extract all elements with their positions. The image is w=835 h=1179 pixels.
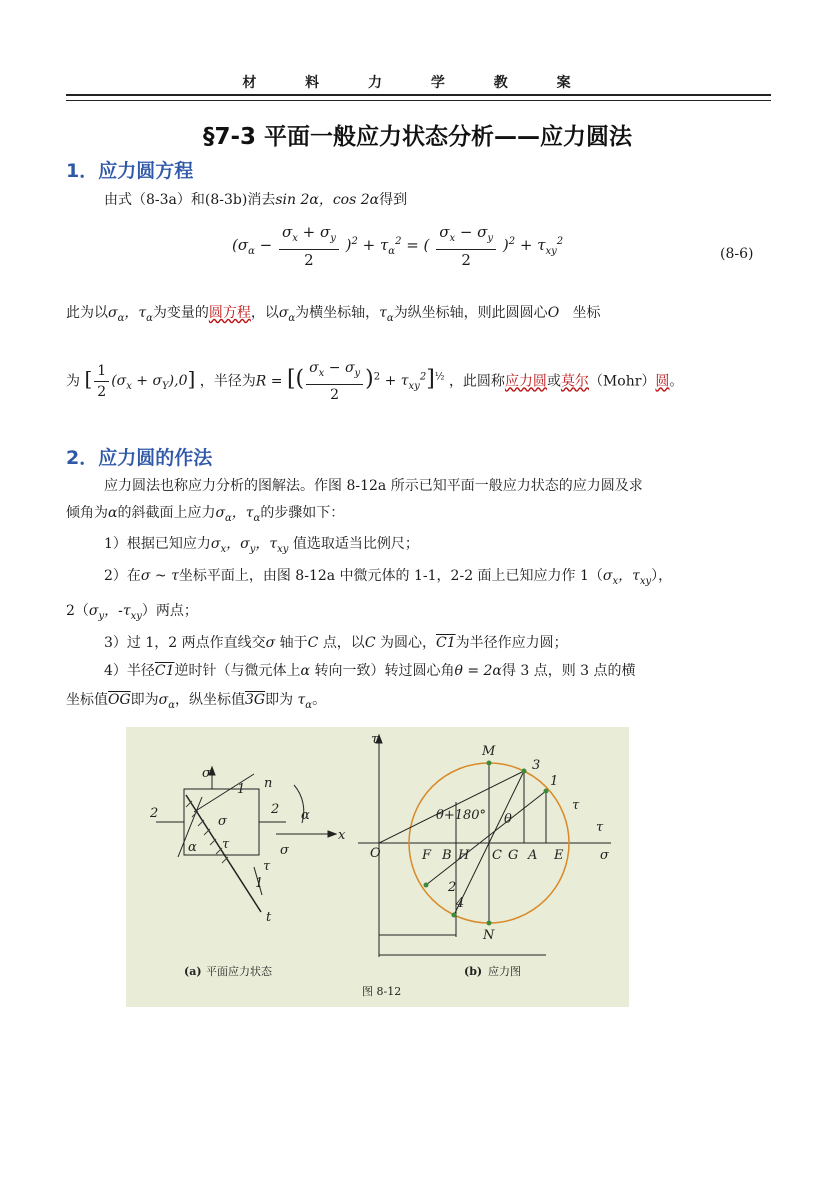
svg-text:1: 1 (550, 774, 559, 789)
p2-text-b: ，半径为 (199, 373, 256, 390)
stress-element-diagram (156, 767, 336, 912)
step2-a: 2）在 (104, 568, 141, 584)
p2-mohr-latin: （Mohr） (588, 373, 656, 390)
p2-text-c: ，此圆称 (448, 373, 505, 390)
step3-e: 为半径作应力圆； (455, 635, 568, 651)
section2-line1: 应力圆法也称应力分析的图解法。作图 8-12a 所示已知平面一般应力状态的应力圆及求 (104, 478, 643, 494)
step2-d: 2（ (66, 603, 89, 619)
header-rule-thick (66, 94, 771, 96)
term-mohr: 莫尔 (560, 373, 589, 390)
step2-e: ）两点； (141, 603, 198, 619)
svg-text:2: 2 (271, 802, 280, 817)
step4-c: 转向一致）转过圆心角 (314, 663, 455, 679)
line2-c: 的步骤如下： (260, 505, 345, 521)
svg-text:应力图: 应力图 (488, 965, 521, 978)
term-circle-equation: 圆方程 (208, 305, 251, 321)
svg-text:θ: θ (504, 812, 512, 827)
svg-text:σ: σ (218, 814, 227, 829)
p1-text-c: ，以 (250, 305, 279, 321)
p1-text-e: 为纵坐标轴，则此圆圆心 (393, 305, 548, 321)
figure-8-12 (126, 727, 629, 1007)
step4-b: 逆时针（与微元体上 (174, 663, 301, 679)
svg-text:B: B (442, 848, 452, 863)
svg-text:平面应力状态: 平面应力状态 (206, 965, 272, 978)
svg-text:1: 1 (255, 876, 264, 891)
svg-text:1: 1 (237, 782, 246, 797)
intro-trig: sin 2α，cos 2α (275, 192, 380, 208)
svg-text:σ: σ (202, 766, 211, 781)
line2-b: 的斜截面上应力 (117, 505, 216, 521)
step5-b: 即为 (130, 692, 159, 708)
step-4-cont: 坐标值$\overline{OG}$即为$\sigma_\alpha$，纵坐标值3G即为 $\tau_\alpha$。 (66, 692, 327, 711)
section-heading-1: 1．应力圆方程 (66, 160, 194, 182)
svg-text:n: n (264, 776, 273, 791)
line2-a: 倾角为 (66, 505, 108, 521)
equation-8-6: ($\sigma_\alpha$ − $\frac{\sigma_x + \sigma_y}{2}$ )$^2 + \tau_\alpha^2$ = ( $\frac{\sigma_x - \sigma_y}{2}$ )$^2 + \tau_{xy}^2$ (232, 223, 564, 269)
term-stress-circle: 应力圆 (504, 373, 547, 390)
step5-c: ，纵坐标值 (175, 692, 245, 708)
step2-c: ）， (651, 568, 673, 584)
section1-intro (104, 190, 407, 210)
svg-text:t: t (266, 910, 272, 925)
svg-text:α: α (188, 840, 197, 855)
step3-c: 点，以 (322, 635, 365, 651)
intro-text-a: 由式（8-3a）和(8-3b)消去 (104, 192, 276, 208)
p1-text-a: 此为以 (66, 305, 108, 321)
svg-text:α: α (301, 808, 310, 823)
step3-b: 轴于 (279, 635, 308, 651)
mohr-axes (358, 735, 611, 957)
svg-text:G: G (508, 848, 519, 863)
figure-diagram (126, 727, 629, 1007)
step-2: 2）在σ ~ τ坐标平面上，由图 8-12a 中微元体的 1-1，2-2 面上已知应力作 $1(\sigma_x$，$\tau_{xy}$）， (104, 568, 673, 587)
svg-text:τ: τ (222, 837, 230, 852)
svg-text:2: 2 (448, 880, 457, 895)
equation-number: (8-6) (720, 246, 754, 262)
step4-a: 4）半径 (104, 663, 155, 679)
svg-text:(b): (b) (464, 965, 483, 978)
svg-text:4: 4 (456, 896, 465, 911)
svg-text:图 8-12: 图 8-12 (362, 985, 402, 998)
term-circle: 圆 (655, 373, 670, 390)
svg-text:θ+180°: θ+180° (436, 808, 487, 823)
step5-a: 坐标值 (66, 692, 108, 708)
svg-text:A: A (528, 848, 538, 863)
p2-text-or: 或 (546, 373, 561, 390)
step3-a: 3）过 1，2 两点作直线交 (104, 635, 266, 651)
svg-text:σ: σ (600, 848, 609, 863)
svg-text:τ: τ (371, 732, 379, 747)
p2-end: 。 (669, 373, 684, 390)
step2-b: 坐标平面上，由图 8-12a 中微元体的 1-1，2-2 面上已知应力作 1（ (178, 568, 603, 584)
step-4: 4）半径C1逆时针（与微元体上α 转向一致）转过圆心角θ = 2α得 3 点，则 3 点的横 (104, 663, 636, 679)
svg-text:F: F (422, 848, 432, 863)
step3-d: 为圆心， (379, 635, 436, 651)
stress-element-labels (149, 766, 346, 925)
p1-text-d: 为横坐标轴， (295, 305, 380, 321)
p2-text-a: 为 (66, 373, 80, 390)
page-title: §7-3 平面一般应力状态分析——应力圆法 (202, 124, 633, 150)
step1-b: 值选取适当比例尺； (292, 536, 419, 552)
svg-text:M: M (482, 744, 496, 759)
svg-text:3: 3 (532, 758, 541, 773)
p1-text-b: 为变量的 (152, 305, 209, 321)
step5-d: 即为 (265, 692, 294, 708)
p1-text-f: 坐标 (572, 305, 601, 321)
figure-captions (184, 964, 521, 998)
svg-text:σ: σ (280, 843, 289, 858)
svg-text:(a): (a) (184, 965, 202, 978)
section1-para1: 此为以$\sigma_\alpha$，$\tau_\alpha$为变量的圆方程，以$\sigma_\alpha$为横坐标轴，$\tau_\alpha$为纵坐标轴，则此圆圆心O 坐标 (66, 305, 601, 324)
step-1: 1）根据已知应力$\sigma_x$，$\sigma_y$，$\tau_{xy}$ 值选取适当比例尺； (104, 536, 419, 555)
svg-text:τ: τ (596, 820, 604, 835)
svg-text:2: 2 (150, 806, 159, 821)
svg-text:N: N (483, 928, 495, 943)
section2-line2: 倾角为α的斜截面上应力$\sigma_\alpha$，$\tau_\alpha$的步骤如下： (66, 505, 345, 524)
svg-text:C: C (492, 848, 502, 863)
step4-d: 得 3 点，则 3 点的横 (501, 663, 636, 679)
svg-text:O: O (370, 846, 381, 861)
step1-a: 1）根据已知应力 (104, 536, 211, 552)
svg-text:τ: τ (263, 859, 271, 874)
section1-para2: 为 [ $\frac{1}{2}$ $(\sigma_x + \sigma_Y),0$] ，半径为R = [( $\frac{\sigma_x - \sigma_y}{2}$ )$^2 + \tau_{xy}^2]^{\frac{1}{2}}$ ，此圆称应力圆或莫尔（Mohr）圆。 (66, 360, 684, 403)
svg-text:E: E (554, 848, 564, 863)
course-header: 材 料 力 学 教 案 (242, 75, 593, 91)
svg-text:x: x (338, 828, 346, 843)
header-rule-thin (66, 100, 771, 101)
step-2-cont: $2(\sigma_y$，$-\tau_{xy}$）两点； (66, 603, 198, 622)
svg-text:τ: τ (572, 798, 580, 813)
section-heading-2: 2．应力圆的作法 (66, 447, 213, 469)
svg-text:H: H (458, 848, 470, 863)
intro-text-c: 得到 (379, 192, 408, 208)
step-3: 3）过 1，2 两点作直线交σ 轴于C 点，以C 为圆心，C1为半径作应力圆； (104, 635, 568, 651)
step5-e: 。 (312, 692, 327, 708)
